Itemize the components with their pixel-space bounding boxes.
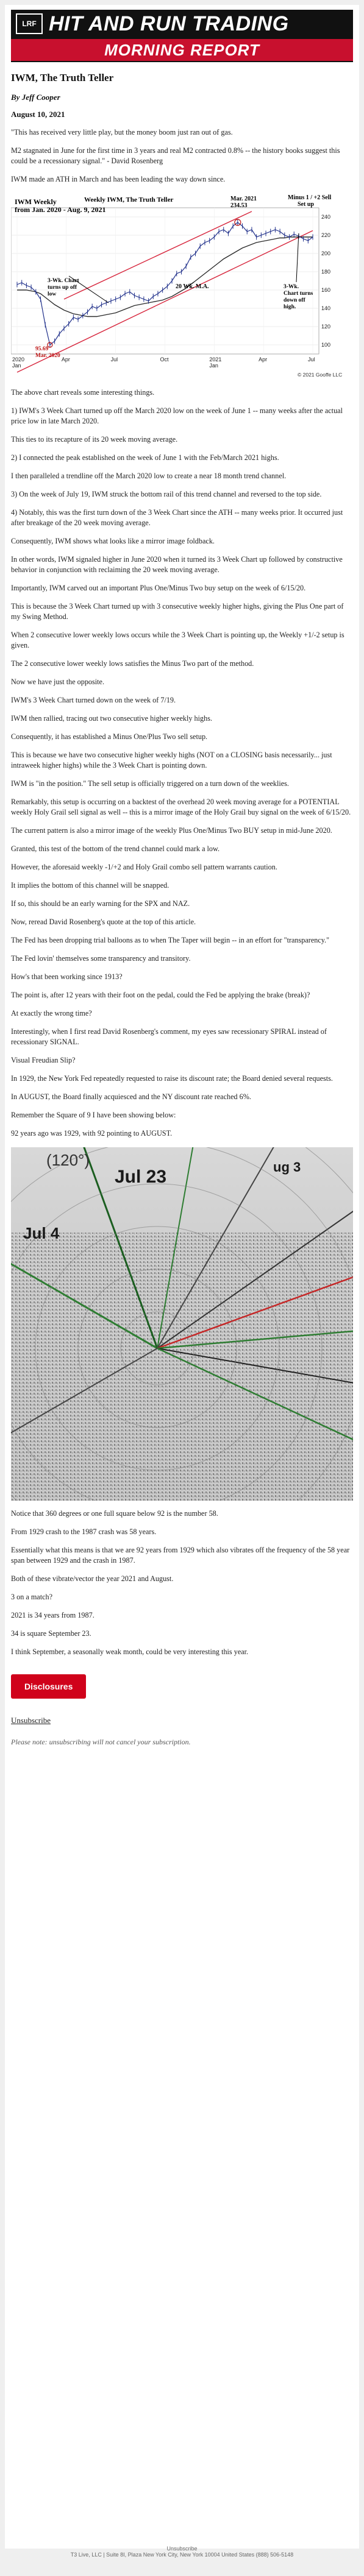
chart-x-tick-label: Jul — [308, 356, 315, 363]
paragraph: The Fed lovin' themselves some transparency and transitory. — [11, 954, 191, 963]
paragraph: Granted, this test of the bottom of the trend channel could mark a low. — [11, 844, 220, 853]
wheel-image — [11, 1147, 353, 1501]
paragraph: 4) Notably, this was the first turn down of the 3 Week Chart since the ATH -- many weeks prior. It occurred just after breakage of the 20 week moving average. — [11, 508, 343, 527]
paragraph: M2 stagnated in June for the first time in 3 years and real M2 contracted 0.8% -- the history books suggest this could be a recessionary signal." - David Rosenberg — [11, 146, 340, 165]
paragraph: IWM's 3 Week Chart turned down on the week of 7/19. — [11, 696, 176, 704]
chart-x-tick-label: 2020 — [12, 356, 25, 363]
article-date: August 10, 2021 — [11, 110, 65, 119]
banner-subtitle: MORNING REPORT — [11, 39, 353, 61]
disclosures-button[interactable]: Disclosures — [11, 1674, 86, 1699]
article-byline: By Jeff Cooper — [11, 93, 60, 102]
paragraph: At exactly the wrong time? — [11, 1009, 92, 1017]
paragraph: In 1929, the New York Fed repeatedly requested to raise its discount rate; the Board denied several requests. — [11, 1074, 333, 1083]
iwm-weekly-chart — [11, 191, 353, 380]
paragraph: The above chart reveals some interesting things. — [11, 388, 155, 397]
paragraph: "This has received very little play, but the money boom just ran out of gas. — [11, 128, 233, 136]
intro-paragraphs — [11, 127, 353, 185]
chart-x-tick-label: Jul — [110, 356, 118, 363]
paragraph: Consequently, IWM shows what looks like a mirror image foldback. — [11, 537, 215, 545]
analysis-paragraphs — [11, 387, 353, 1139]
chart-subtitle: IWM Weekly from Jan. 2020 - Aug. 9, 2021 — [15, 197, 106, 214]
paragraph: Remarkably, this setup is occurring on a backtest of the overhead 20 week moving average for a POTENTIAL weekly Holy Grail sell signal as well -- this is a mirror image of the Holy Grail buy signal on the week of 6/15/20. — [11, 798, 351, 816]
paragraph: IWM then rallied, tracing out two consecutive higher weekly highs. — [11, 714, 212, 723]
paragraph: When 2 consecutive lower weekly lows occurs while the 3 Week Chart is pointing up, the Weekly +1/-2 setup is given. — [11, 631, 344, 649]
paragraph: This ties to its recapture of its 20 week moving average. — [11, 435, 178, 444]
chart-y-tick-label: 140 — [321, 305, 331, 311]
paragraph: However, the aforesaid weekly -1/+2 and Holy Grail combo sell pattern warrants caution. — [11, 863, 277, 871]
banner-title: HIT AND RUN TRADING — [49, 12, 289, 35]
paragraph: If so, this should be an early warning for the SPX and NAZ. — [11, 899, 190, 908]
footer-unsubscribe-link[interactable]: Unsubscribe — [166, 2546, 198, 2552]
wheel-label-angle: (120°) — [46, 1151, 90, 1169]
paragraph: 2021 is 34 years from 1987. — [11, 1611, 95, 1619]
chart-x-tick-sublabel: Jan — [12, 363, 21, 369]
paragraph: IWM is "in the position." The sell setup is officially triggered on a turn down of the weeklies. — [11, 779, 289, 788]
paragraph: 34 is square September 23. — [11, 1629, 91, 1638]
chart-annotation-low: 95.69 Mar. 2020 — [35, 346, 60, 359]
chart-annotation-ma: 20 Wk. M.A. — [176, 283, 209, 290]
paragraph: 3) On the week of July 19, IWM struck the bottom rail of this trend channel and reversed to the top side. — [11, 490, 322, 498]
chart-y-tick-label: 120 — [321, 324, 331, 330]
email-footer — [0, 2546, 364, 2558]
paragraph: The Fed has been dropping trial balloons as to when The Taper will begin -- in an effort for "transparency." — [11, 936, 330, 944]
paragraph: Now we have just the opposite. — [11, 678, 104, 686]
chart-x-tick-label: Apr — [61, 356, 70, 363]
paragraph: This is because we have two consecutive higher weekly highs (NOT on a CLOSING basis necessarily... just intraweek higher highs) while the 3 Week Chart is pointing down. — [11, 751, 332, 770]
chart-y-tick-label: 100 — [321, 342, 331, 348]
paragraph: In other words, IWM signaled higher in June 2020 when it turned its 3 Week Chart up followed by constructive behavior in conjunction with reclaiming the 20 week moving average. — [11, 555, 343, 574]
chart-title: Weekly IWM, The Truth Teller — [84, 196, 174, 203]
article-title: IWM, The Truth Teller — [11, 72, 114, 83]
email-card — [5, 5, 359, 2549]
report-banner — [11, 10, 353, 62]
wheel-label-date-2: ug 3 — [273, 1159, 301, 1175]
paragraph: In AUGUST, the Board finally acquiesced and the NY discount rate reached 6%. — [11, 1092, 251, 1101]
paragraph: Interestingly, when I first read David Rosenberg's comment, my eyes saw recessionary SPIRAL instead of recessionary SIGNAL. — [11, 1027, 327, 1046]
paragraph: It implies the bottom of this channel will be snapped. — [11, 881, 170, 890]
paragraph: I then paralleled a trendline off the March 2020 low to create a near 18 month trend channel. — [11, 472, 287, 480]
chart-svg — [11, 191, 353, 380]
conclusion-paragraphs — [11, 1509, 353, 1657]
unsubscribe-link[interactable]: Unsubscribe — [11, 1716, 51, 1725]
paragraph: I think September, a seasonally weak month, could be very interesting this year. — [11, 1647, 249, 1656]
paragraph: Essentially what this means is that we are 92 years from 1929 which also vibrates off the frequency of the 58 year span between 1929 and the crash in 1987. — [11, 1546, 350, 1565]
square-of-nine-wheel — [11, 1147, 353, 1501]
paragraph: The current pattern is also a mirror image of the weekly Plus One/Minus Two BUY setup in mid-June 2020. — [11, 826, 332, 835]
paragraph: The 2 consecutive lower weekly lows satisfies the Minus Two part of the method. — [11, 659, 254, 668]
chart-x-tick-label: 2021 — [209, 356, 222, 363]
footer-address: T3 Live, LLC | Suite 8I, Plaza New York City, New York 10004 United States (888) 506-5148 — [70, 2552, 294, 2558]
paragraph: Notice that 360 degrees or one full square below 92 is the number 58. — [11, 1509, 218, 1518]
chart-y-tick-label: 240 — [321, 214, 331, 220]
paragraph: 92 years ago was 1929, with 92 pointing to AUGUST. — [11, 1129, 173, 1138]
paragraph: Visual Freudian Slip? — [11, 1056, 76, 1064]
brand-logo: LRF — [16, 13, 43, 34]
paragraph: This is because the 3 Week Chart turned up with 3 consecutive weekly higher highs, giving the Plus One part of my Swing Method. — [11, 602, 344, 621]
chart-copyright: © 2021 Gooffe LLC — [298, 372, 343, 378]
chart-y-tick-label: 200 — [321, 250, 331, 257]
email-content — [11, 5, 353, 1747]
paragraph: 1) IWM's 3 Week Chart turned up off the March 2020 low on the week of June 1 -- many weeks after the actual price low in late March 2020. — [11, 406, 343, 425]
paragraph: 3 on a match? — [11, 1593, 53, 1601]
paragraph: Now, reread David Rosenberg's quote at the top of this article. — [11, 918, 196, 926]
paragraph: Consequently, it has established a Minus One/Plus Two sell setup. — [11, 732, 208, 741]
paragraph: How's that been working since 1913? — [11, 972, 123, 981]
chart-x-tick-sublabel: Jan — [209, 363, 218, 369]
paragraph: 2) I connected the peak established on the week of June 1 with the Feb/March 2021 highs. — [11, 453, 279, 462]
paragraph: IWM made an ATH in March and has been leading the way down since. — [11, 175, 226, 183]
chart-annotation-turn-down: 3-Wk. Chart turns down off high. — [284, 284, 313, 310]
chart-y-tick-label: 220 — [321, 232, 331, 238]
unsubscribe-note: Please note: unsubscribing will not cancel your subscription. — [11, 1738, 191, 1746]
chart-x-tick-label: Oct — [160, 356, 169, 363]
chart-annotation-high: Mar. 2021 234.53 — [230, 196, 257, 209]
paragraph: Remember the Square of 9 I have been showing below: — [11, 1111, 176, 1119]
paragraph: Importantly, IWM carved out an important Plus One/Minus Two buy setup on the week of 6/15/20. — [11, 584, 306, 592]
paragraph: The point is, after 12 years with their foot on the pedal, could the Fed be applying the brake (break)? — [11, 991, 310, 999]
chart-x-tick-label: Apr — [259, 356, 268, 363]
chart-y-tick-label: 180 — [321, 269, 331, 275]
wheel-label-date-3: Jul 4 — [23, 1224, 60, 1242]
paragraph: Both of these vibrate/vector the year 2021 and August. — [11, 1574, 174, 1583]
paragraph: From 1929 crash to the 1987 crash was 58 years. — [11, 1527, 157, 1536]
chart-y-tick-label: 160 — [321, 287, 331, 293]
wheel-label-date-1: Jul 23 — [115, 1167, 167, 1187]
chart-annotation-setup: Minus 1 / +2 Sell Set up — [288, 194, 332, 208]
chart-annotation-turn-up: 3-Wk. Chart turns up off low — [48, 278, 79, 297]
